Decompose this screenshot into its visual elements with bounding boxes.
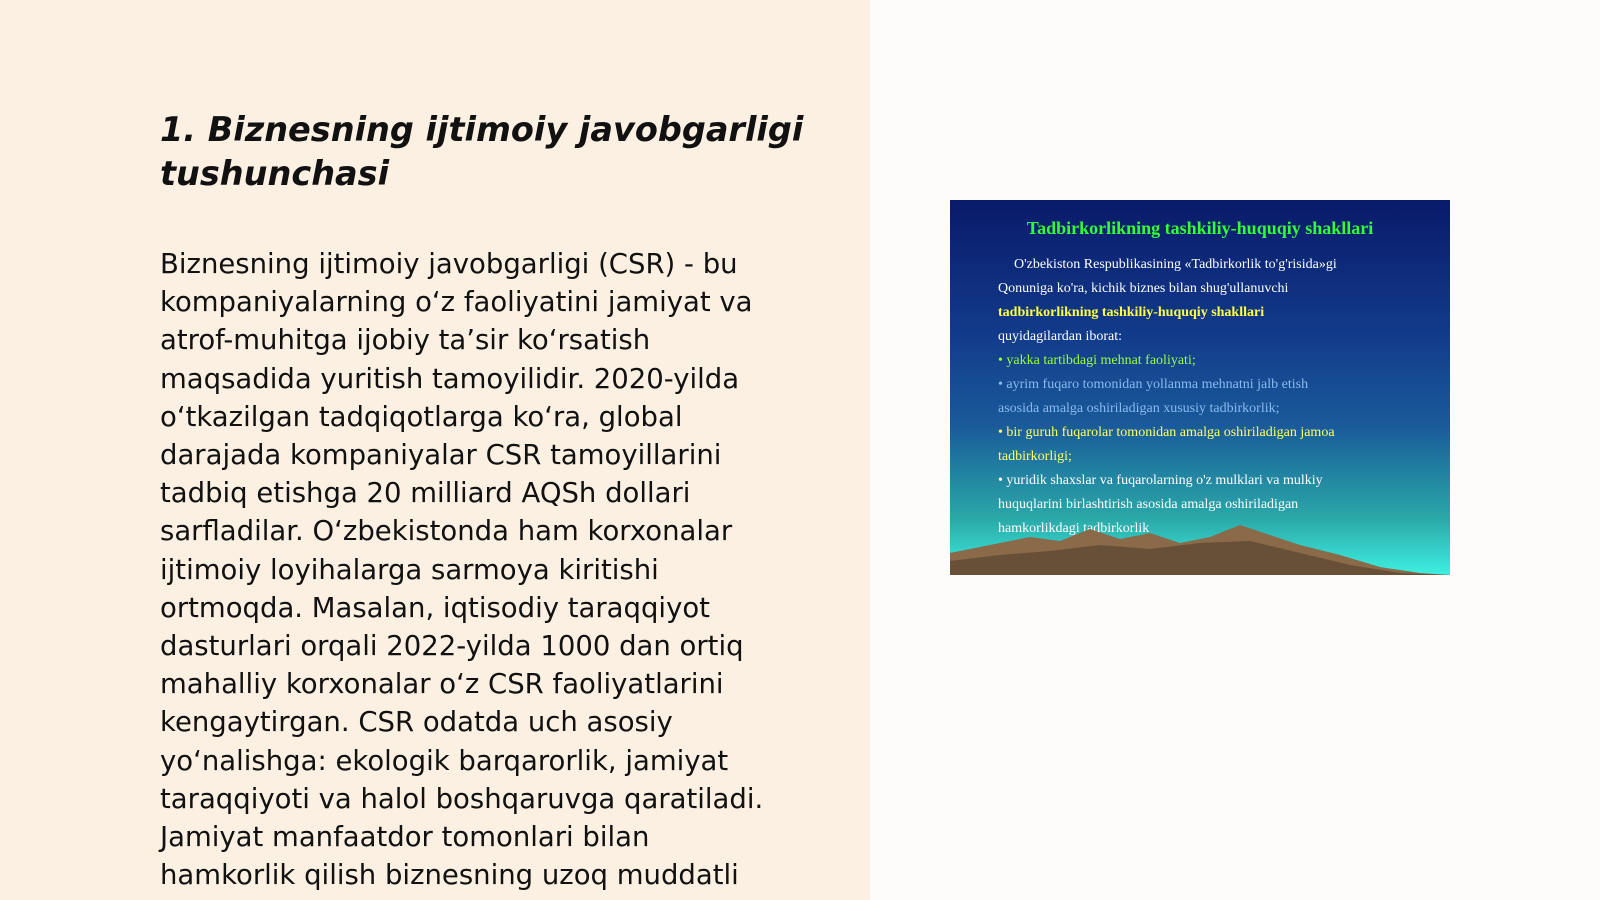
mountains-illustration bbox=[950, 515, 1450, 575]
slide-text bbox=[998, 253, 1438, 541]
paragraph-line: mahalliy korxonalar o‘z CSR faoliyatlarini bbox=[160, 668, 724, 701]
slide-image bbox=[950, 200, 1450, 575]
paragraph-line: yo‘nalishga: ekologik barqarorlik, jamiyat bbox=[160, 744, 729, 777]
paragraph-line: taraqqiyoti va halol boshqaruvga qaratiladi. bbox=[160, 782, 764, 815]
paragraph-line: Biznesning ijtimoiy javobgarligi (CSR) - bu bbox=[160, 248, 738, 280]
slide-line: O'zbekiston Respublikasining «Tadbirkorlik to'g'risida»gi bbox=[1014, 257, 1337, 272]
paragraph-line: kengaytirgan. CSR odatda uch asosiy bbox=[160, 706, 673, 739]
section-heading: 1. Biznesning ijtimoiy javobgarligi tushunchasi bbox=[160, 110, 804, 193]
paragraph-line: darajada kompaniyalar CSR tamoyillarini bbox=[160, 439, 722, 472]
slide-line: • ayrim fuqaro tomonidan yollanma mehnatni jalb etish bbox=[998, 377, 1309, 392]
paragraph-line: sarfladilar. O‘zbekistonda ham korxonalar bbox=[160, 515, 733, 548]
paragraph-line: atrof-muhitga ijobiy ta’sir ko‘rsatish bbox=[160, 324, 651, 357]
paragraph-line: o‘tkazilgan tadqiqotlarga ko‘ra, global bbox=[160, 400, 683, 433]
body-paragraph bbox=[160, 245, 840, 894]
slide-line: quyidagilardan iborat: bbox=[998, 329, 1123, 344]
paragraph-line: maqsadida yuritish tamoyilidir. 2020-yilda bbox=[160, 362, 740, 395]
slide-line: asosida amalga oshiriladigan xususiy tadbirkorlik; bbox=[998, 401, 1280, 416]
slide-line: hamkorlikdagi tadbirkorlik bbox=[998, 521, 1150, 536]
slide-line: • yuridik shaxslar va fuqarolarning o'z mulklari va mulkiy bbox=[998, 473, 1323, 488]
paragraph-line: ortmoqda. Masalan, iqtisodiy taraqqiyot bbox=[160, 591, 710, 624]
paragraph-line: Jamiyat manfaatdor tomonlari bilan bbox=[160, 821, 650, 854]
slide-line: huquqlarini birlashtirish asosida amalga oshiriladigan bbox=[998, 497, 1299, 512]
paragraph-line: hamkorlik qilish biznesning uzoq muddatli bbox=[160, 859, 739, 892]
paragraph-line: kompaniyalarning o‘z faoliyatini jamiyat va bbox=[160, 286, 753, 319]
slide-line: tadbirkorligi; bbox=[998, 449, 1072, 464]
paragraph-line: tadbiq etishga 20 milliard AQSh dollari bbox=[160, 477, 691, 510]
paragraph-line: dasturlari orqali 2022-yilda 1000 dan ortiq bbox=[160, 630, 744, 663]
slide-line: Qonuniga ko'ra, kichik biznes bilan shug'ullanuvchi bbox=[998, 281, 1289, 296]
slide-line: • bir guruh fuqarolar tomonidan amalga oshiriladigan jamoa bbox=[998, 425, 1335, 440]
slide-line: • yakka tartibdagi mehnat faoliyati; bbox=[998, 353, 1196, 368]
slide-title: Tadbirkorlikning tashkiliy-huquqiy shakllari bbox=[1026, 218, 1374, 238]
paragraph-line: ijtimoiy loyihalarga sarmoya kiritishi bbox=[160, 553, 659, 586]
slide-line: tadbirkorlikning tashkiliy-huquqiy shakllari bbox=[998, 305, 1265, 320]
